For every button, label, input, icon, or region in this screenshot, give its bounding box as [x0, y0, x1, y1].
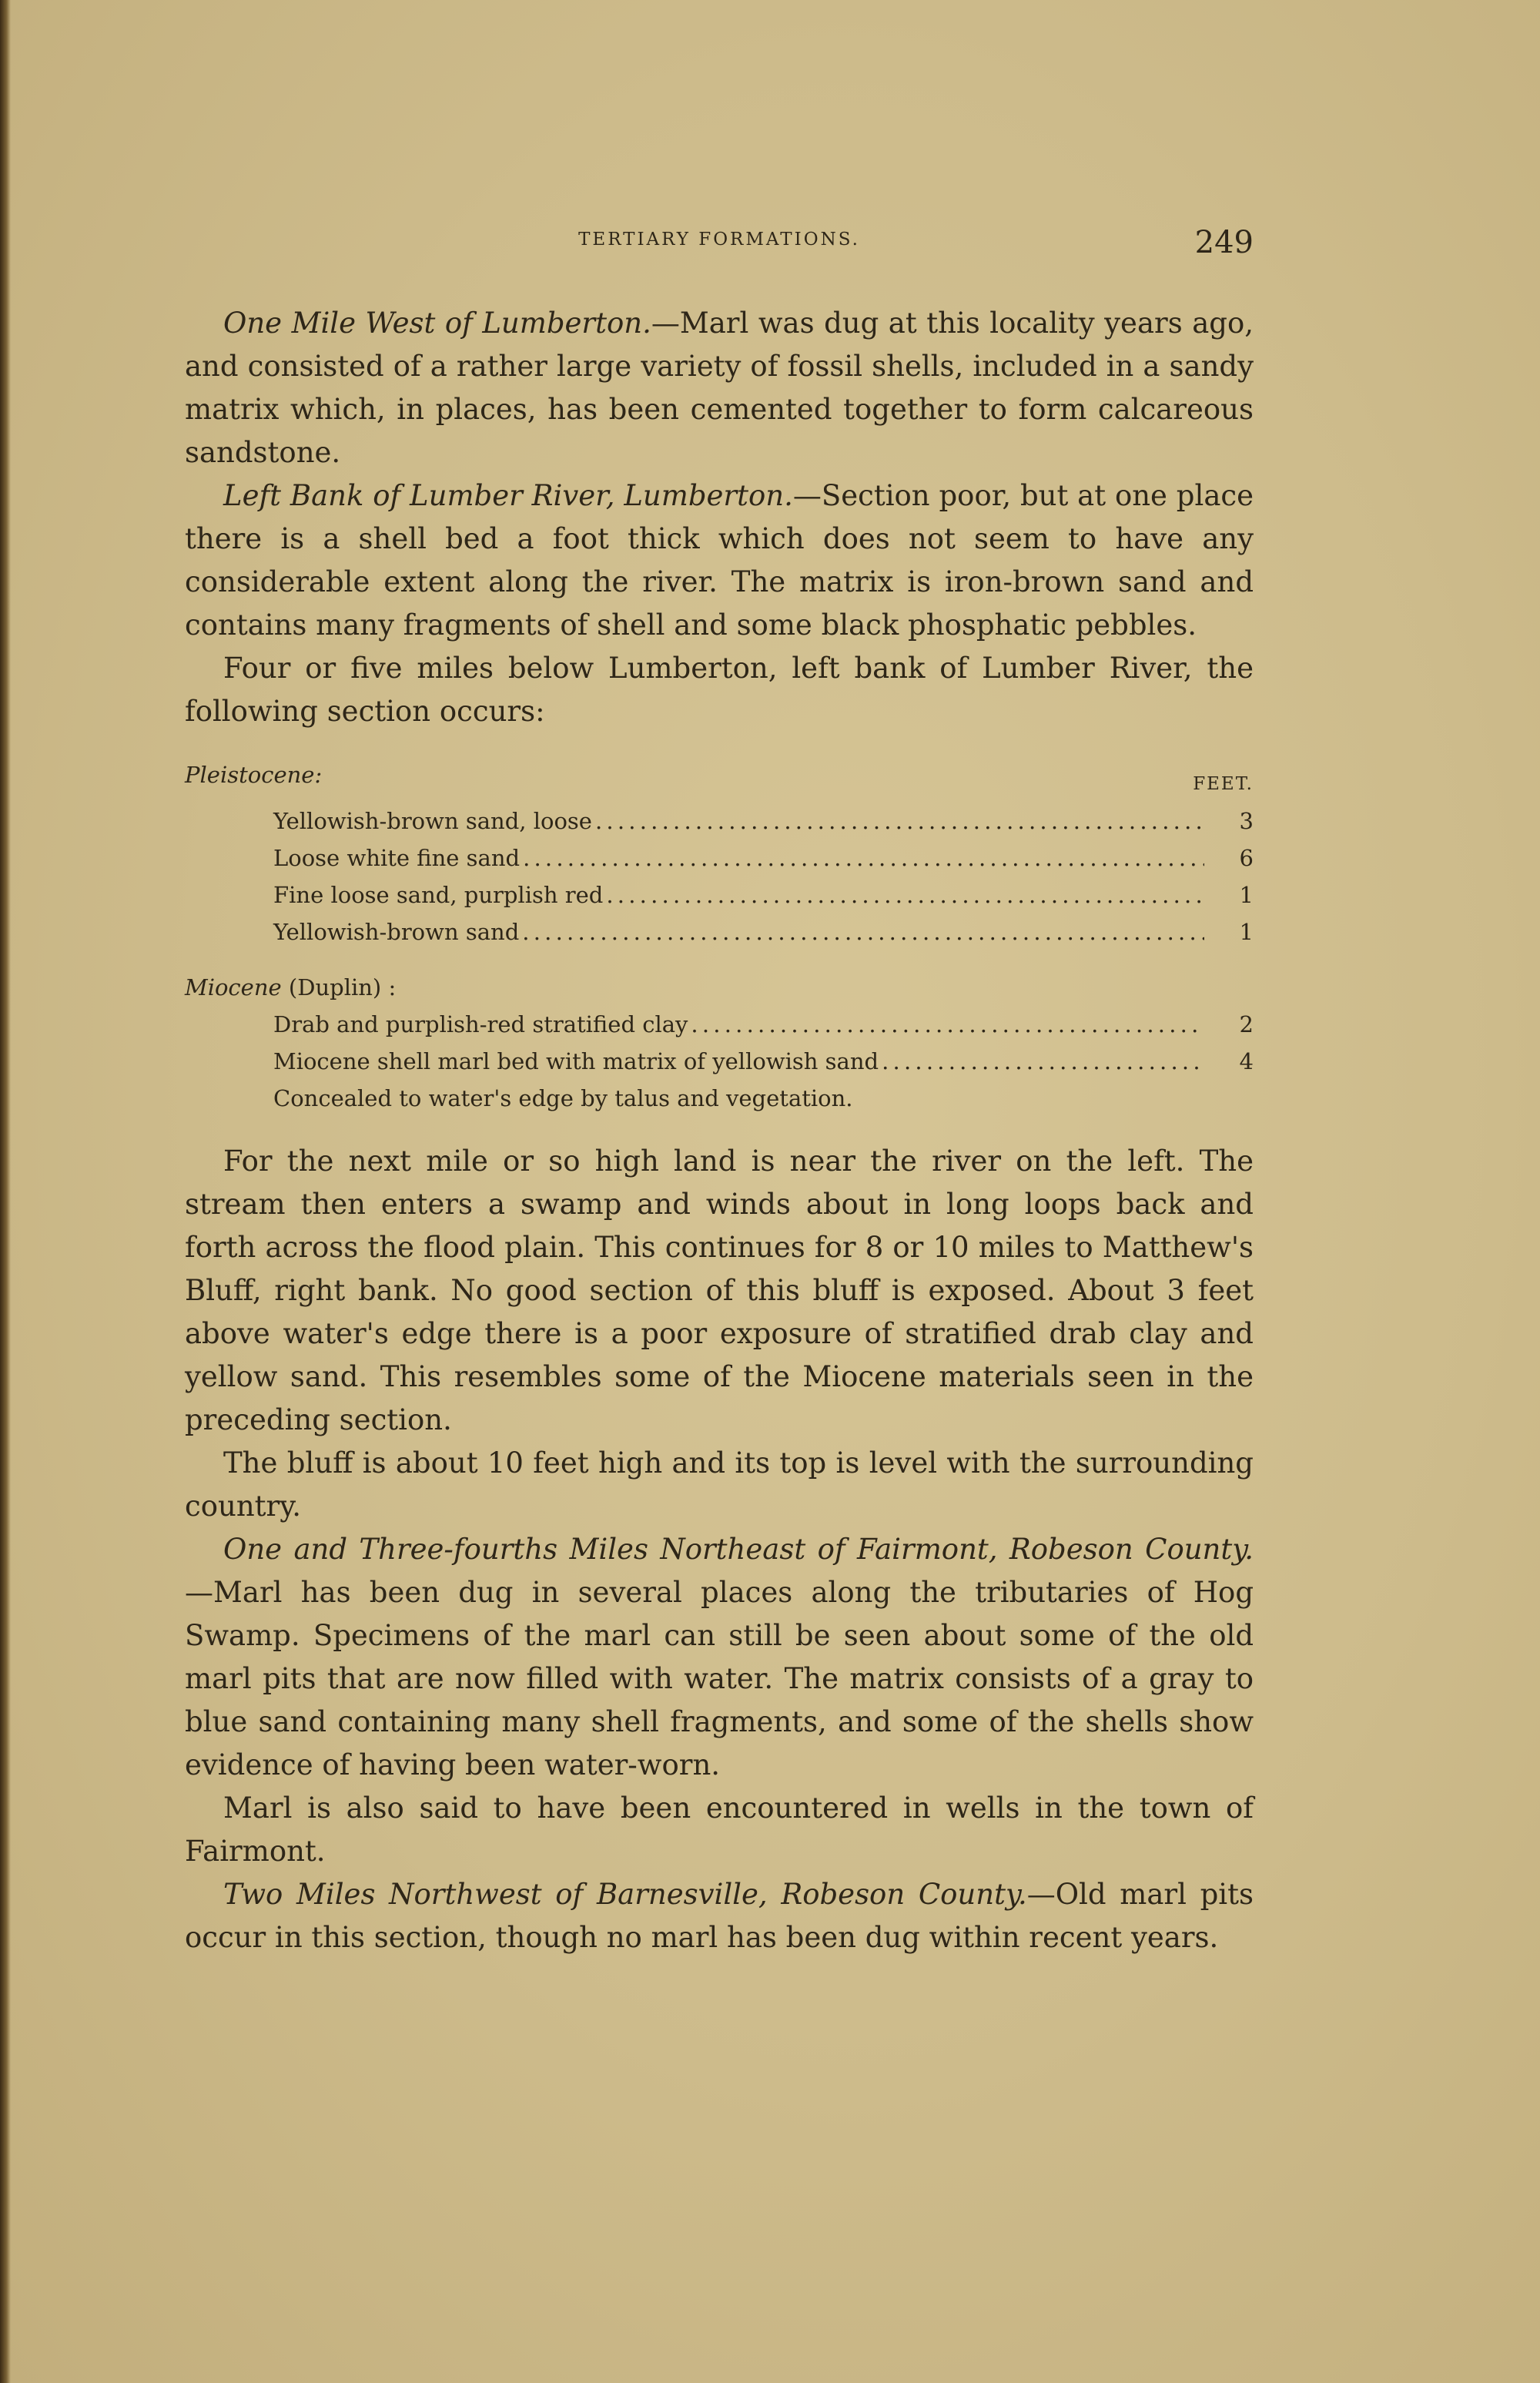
- dot-leader: [606, 876, 1204, 913]
- section-row: [185, 1080, 1254, 1117]
- layer-description: Yellowish-brown sand, loose: [273, 808, 592, 834]
- dot-leader: [523, 840, 1204, 876]
- layer-thickness: 4: [1239, 1048, 1254, 1074]
- layer-description: Loose white fine sand: [273, 845, 521, 871]
- page-number: 249: [1194, 225, 1254, 260]
- paragraph-text: Marl is also said to have been encountered in wells in the town of Fairmont.: [185, 1791, 1254, 1868]
- feet-column-header: FEET.: [1193, 774, 1254, 794]
- paragraph-heading: One and Three-fourths Miles Northeast of Fairmont, Robeson County.: [223, 1533, 1254, 1566]
- layer-description: Fine loose sand, purplish red: [273, 882, 604, 908]
- layer-thickness: 2: [1239, 1011, 1254, 1037]
- section-row: [185, 1006, 1254, 1043]
- miocene-label: Miocene: [185, 974, 282, 1000]
- paragraph-text: —Old marl pits occur in this section, though no marl has been dug within recent years.: [185, 1878, 1254, 1954]
- dot-leader: [595, 803, 1204, 840]
- layer-thickness: 3: [1239, 808, 1254, 834]
- paragraph: [185, 647, 1254, 733]
- paragraph-text: Four or five miles below Lumberton, left bank of Lumber River, the following section occurs:: [185, 652, 1254, 728]
- paragraph: [185, 1528, 1254, 1787]
- paragraph-text: For the next mile or so high land is near the river on the left. The stream then enters a swamp and winds about in long loops back and forth across the flood plain. This continues for 8 or 10 miles to Matthew's Bluff, right bank. No good section of this bluff is exposed. About 3 feet above water's edge there is a poor exposure of stratified drab clay and yellow sand. This resembles some of the Miocene materials seen in the preceding section.: [185, 1145, 1254, 1436]
- body-text: [185, 302, 1254, 1959]
- section-row: [185, 1043, 1254, 1080]
- paragraph-text: The bluff is about 10 feet high and its top is level with the surrounding country.: [185, 1446, 1254, 1523]
- dot-leader: [522, 913, 1204, 950]
- paragraph: [185, 474, 1254, 647]
- section-row: [185, 913, 1254, 950]
- layer-description: Concealed to water's edge by talus and vegetation.: [273, 1085, 853, 1111]
- miocene-note: (Duplin) :: [281, 974, 397, 1000]
- paragraph-text: —Section poor, but at one place there is a shell bed a foot thick which does not seem to have any considerable extent along the river. The matrix is iron-brown sand and contains many fragments of shell and some black phosphatic pebbles.: [185, 479, 1254, 642]
- page-binding-edge: [0, 0, 11, 2383]
- geologic-section-table: [185, 756, 1254, 1117]
- paragraph: [185, 1442, 1254, 1528]
- paragraph-heading: One Mile West of Lumberton.: [223, 307, 651, 340]
- dot-leader: [691, 1006, 1204, 1043]
- layer-description: Miocene shell marl bed with matrix of yellowish sand: [273, 1048, 879, 1074]
- paragraph-text: —Marl has been dug in several places along the tributaries of Hog Swamp. Specimens of the marl can still be seen about some of the old marl pits that are now filled with water. The matrix consists of a gray to blue sand containing many shell fragments, and some of the shells show evidence of having been water-worn.: [185, 1576, 1254, 1781]
- paragraph: [185, 1787, 1254, 1873]
- layer-thickness: 1: [1239, 919, 1254, 945]
- layer-thickness: 6: [1239, 845, 1254, 871]
- table-spacer: [185, 950, 1254, 969]
- pleistocene-label: Pleistocene:: [185, 762, 323, 788]
- section-row: [185, 876, 1254, 913]
- paragraph-text: —Marl was dug at this locality years ago, and consisted of a rather large variety of fossil shells, included in a sandy matrix which, in places, has been cemented together to form calcareous sandstone.: [185, 307, 1254, 469]
- section-row: [185, 803, 1254, 840]
- running-head-title: TERTIARY FORMATIONS.: [578, 230, 860, 250]
- layer-thickness: 1: [1239, 882, 1254, 908]
- paragraph: [185, 302, 1254, 474]
- paragraph: [185, 1873, 1254, 1959]
- section-row: [185, 840, 1254, 876]
- pleistocene-heading: [185, 756, 1254, 803]
- dot-leader: [882, 1043, 1204, 1080]
- layer-description: Drab and purplish-red stratified clay: [273, 1011, 688, 1037]
- paragraph-heading: Left Bank of Lumber River, Lumberton.: [223, 479, 793, 512]
- paragraph-heading: Two Miles Northwest of Barnesville, Robeson County.: [223, 1878, 1027, 1911]
- paragraph: [185, 1140, 1254, 1442]
- running-head: [185, 225, 1254, 263]
- miocene-heading: [185, 969, 1254, 1006]
- layer-description: Yellowish-brown sand: [273, 919, 520, 945]
